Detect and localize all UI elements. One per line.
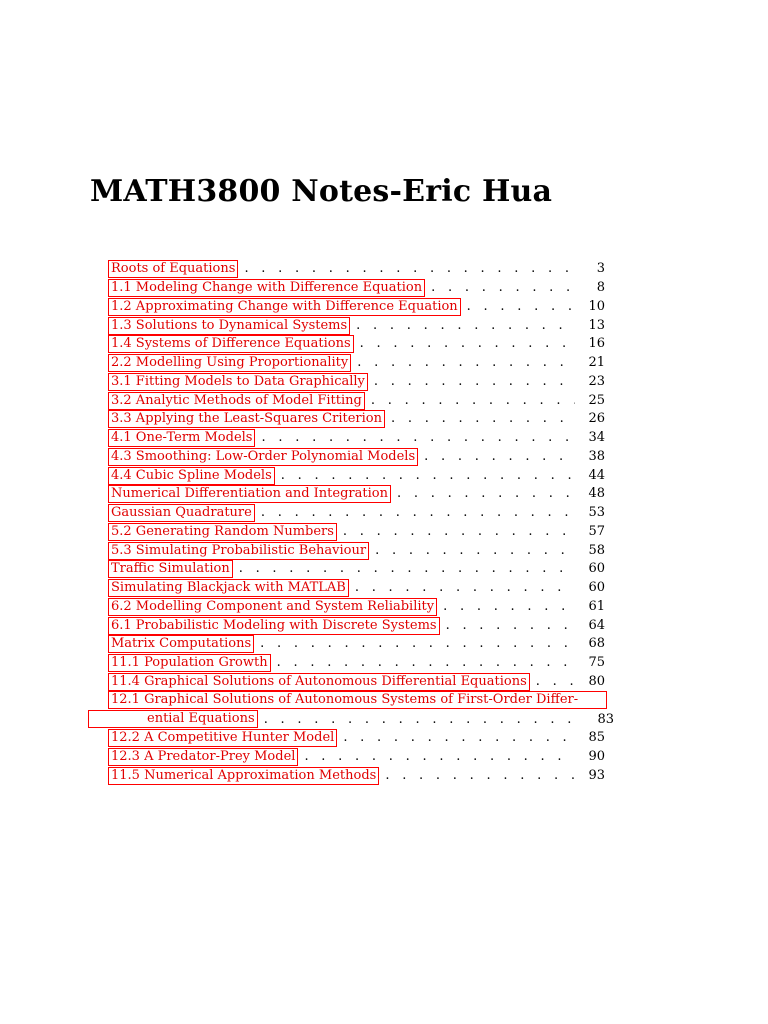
toc-entry bbox=[110, 616, 605, 635]
leader-dots bbox=[239, 561, 575, 577]
toc-page-number: 34 bbox=[588, 430, 605, 446]
toc-page-number: 21 bbox=[588, 355, 605, 371]
leader-dots bbox=[261, 505, 575, 521]
leader-dots bbox=[343, 524, 575, 540]
toc-entry bbox=[110, 729, 605, 748]
toc-link[interactable]: 6.2 Modelling Component and System Reliability bbox=[108, 598, 437, 616]
toc-page-number: 44 bbox=[588, 467, 605, 483]
toc-link[interactable]: 3.1 Fitting Models to Data Graphically bbox=[108, 373, 368, 391]
toc-entry bbox=[110, 766, 605, 785]
leader-dots bbox=[244, 261, 575, 277]
toc-link[interactable]: 2.2 Modelling Using Proportionality bbox=[108, 354, 351, 372]
toc-entry bbox=[110, 523, 605, 542]
leader-dots bbox=[343, 730, 575, 746]
toc-entry bbox=[110, 598, 605, 617]
toc-link[interactable]: ential Equations bbox=[88, 710, 258, 728]
toc-entry bbox=[110, 260, 605, 279]
leader-dots bbox=[446, 618, 575, 634]
toc-entry bbox=[110, 391, 605, 410]
leader-dots bbox=[281, 468, 575, 484]
toc-page-number: 60 bbox=[588, 580, 605, 596]
toc-page-number: 10 bbox=[588, 298, 605, 314]
leader-dots bbox=[536, 674, 575, 690]
toc-entry bbox=[110, 579, 605, 598]
toc-entry bbox=[110, 316, 605, 335]
toc-page-number: 58 bbox=[588, 542, 605, 558]
toc-link[interactable]: 12.1 Graphical Solutions of Autonomous Systems of First-Order Differ- bbox=[108, 691, 607, 709]
toc-link[interactable]: Matrix Computations bbox=[108, 635, 254, 653]
toc-link[interactable]: 1.4 Systems of Difference Equations bbox=[108, 335, 354, 353]
toc-page-number: 23 bbox=[588, 373, 605, 389]
toc-link[interactable]: 11.1 Population Growth bbox=[108, 654, 271, 672]
toc-link[interactable]: 11.5 Numerical Approximation Methods bbox=[108, 767, 379, 785]
toc-entry bbox=[110, 654, 605, 673]
toc-page-number: 8 bbox=[596, 280, 605, 296]
toc-entry bbox=[110, 298, 605, 317]
leader-dots bbox=[277, 655, 575, 671]
toc-link[interactable]: 4.4 Cubic Spline Models bbox=[108, 467, 275, 485]
leader-dots bbox=[304, 749, 575, 765]
toc-entry bbox=[110, 410, 605, 429]
leader-dots bbox=[360, 336, 575, 352]
toc-link[interactable]: 12.2 A Competitive Hunter Model bbox=[108, 729, 337, 747]
toc-page-number: 57 bbox=[588, 523, 605, 539]
toc-page-number: 85 bbox=[588, 730, 605, 746]
toc-entry bbox=[110, 354, 605, 373]
toc-entry bbox=[110, 448, 605, 467]
toc-page-number: 64 bbox=[588, 617, 605, 633]
toc-page-number: 38 bbox=[588, 448, 605, 464]
toc-link[interactable]: Traffic Simulation bbox=[108, 560, 233, 578]
toc-page-number: 68 bbox=[588, 636, 605, 652]
toc-link[interactable]: 1.1 Modeling Change with Difference Equation bbox=[108, 279, 425, 297]
toc-entry bbox=[110, 466, 605, 485]
toc-page-number: 60 bbox=[588, 561, 605, 577]
toc-page-number: 80 bbox=[588, 673, 605, 689]
leader-dots bbox=[260, 636, 575, 652]
leader-dots bbox=[397, 486, 575, 502]
toc-page-number: 53 bbox=[588, 505, 605, 521]
toc-link[interactable]: 3.2 Analytic Methods of Model Fitting bbox=[108, 392, 365, 410]
toc-page-number: 83 bbox=[597, 711, 614, 727]
toc-entry bbox=[110, 373, 605, 392]
toc-entry bbox=[110, 504, 605, 523]
toc-link[interactable]: Roots of Equations bbox=[108, 260, 238, 278]
document-title: MATH3800 Notes-Eric Hua bbox=[90, 174, 553, 209]
leader-dots bbox=[356, 318, 575, 334]
toc-page-number: 3 bbox=[596, 261, 605, 277]
toc-entry bbox=[110, 560, 605, 579]
leader-dots bbox=[391, 411, 575, 427]
toc-link[interactable]: 6.1 Probabilistic Modeling with Discrete Systems bbox=[108, 617, 440, 635]
leader-dots bbox=[375, 543, 575, 559]
table-of-contents bbox=[110, 260, 614, 785]
toc-entry bbox=[110, 748, 605, 767]
leader-dots bbox=[374, 374, 575, 390]
toc-link[interactable]: 1.3 Solutions to Dynamical Systems bbox=[108, 317, 350, 335]
toc-page-number: 90 bbox=[588, 748, 605, 764]
toc-entry-wrapped bbox=[110, 691, 614, 729]
toc-entry bbox=[110, 429, 605, 448]
toc-page-number: 93 bbox=[588, 767, 605, 783]
leader-dots bbox=[443, 599, 575, 615]
toc-link[interactable]: Simulating Blackjack with MATLAB bbox=[108, 579, 349, 597]
leader-dots bbox=[467, 299, 575, 315]
leader-dots bbox=[424, 449, 575, 465]
leader-dots bbox=[355, 580, 575, 596]
toc-entry bbox=[110, 335, 605, 354]
toc-entry bbox=[110, 541, 605, 560]
toc-page-number: 61 bbox=[588, 598, 605, 614]
toc-link[interactable]: 12.3 A Predator-Prey Model bbox=[108, 748, 298, 766]
toc-entry bbox=[110, 635, 605, 654]
toc-entry bbox=[110, 673, 605, 692]
toc-page-number: 25 bbox=[588, 392, 605, 408]
toc-link[interactable]: 5.3 Simulating Probabilistic Behaviour bbox=[108, 542, 369, 560]
toc-link[interactable]: 1.2 Approximating Change with Difference Equation bbox=[108, 298, 461, 316]
toc-page-number: 13 bbox=[588, 317, 605, 333]
leader-dots bbox=[357, 355, 575, 371]
leader-dots bbox=[371, 393, 575, 409]
toc-page-number: 16 bbox=[588, 336, 605, 352]
toc-page-number: 48 bbox=[588, 486, 605, 502]
leader-dots bbox=[385, 768, 575, 784]
leader-dots bbox=[264, 712, 584, 727]
leader-dots bbox=[261, 430, 575, 446]
toc-entry bbox=[110, 485, 605, 504]
toc-link[interactable]: Numerical Differentiation and Integration bbox=[108, 485, 391, 503]
toc-page-number: 26 bbox=[588, 411, 605, 427]
toc-link[interactable]: 4.3 Smoothing: Low-Order Polynomial Models bbox=[108, 448, 418, 466]
toc-link[interactable]: 4.1 One-Term Models bbox=[108, 429, 255, 447]
toc-page-number: 75 bbox=[588, 655, 605, 671]
toc-link[interactable]: 11.4 Graphical Solutions of Autonomous Differential Equations bbox=[108, 673, 530, 691]
toc-link[interactable]: Gaussian Quadrature bbox=[108, 504, 255, 522]
toc-link[interactable]: 5.2 Generating Random Numbers bbox=[108, 523, 337, 541]
toc-entry bbox=[110, 279, 605, 298]
leader-dots bbox=[431, 280, 575, 296]
toc-link[interactable]: 3.3 Applying the Least-Squares Criterion bbox=[108, 410, 385, 428]
